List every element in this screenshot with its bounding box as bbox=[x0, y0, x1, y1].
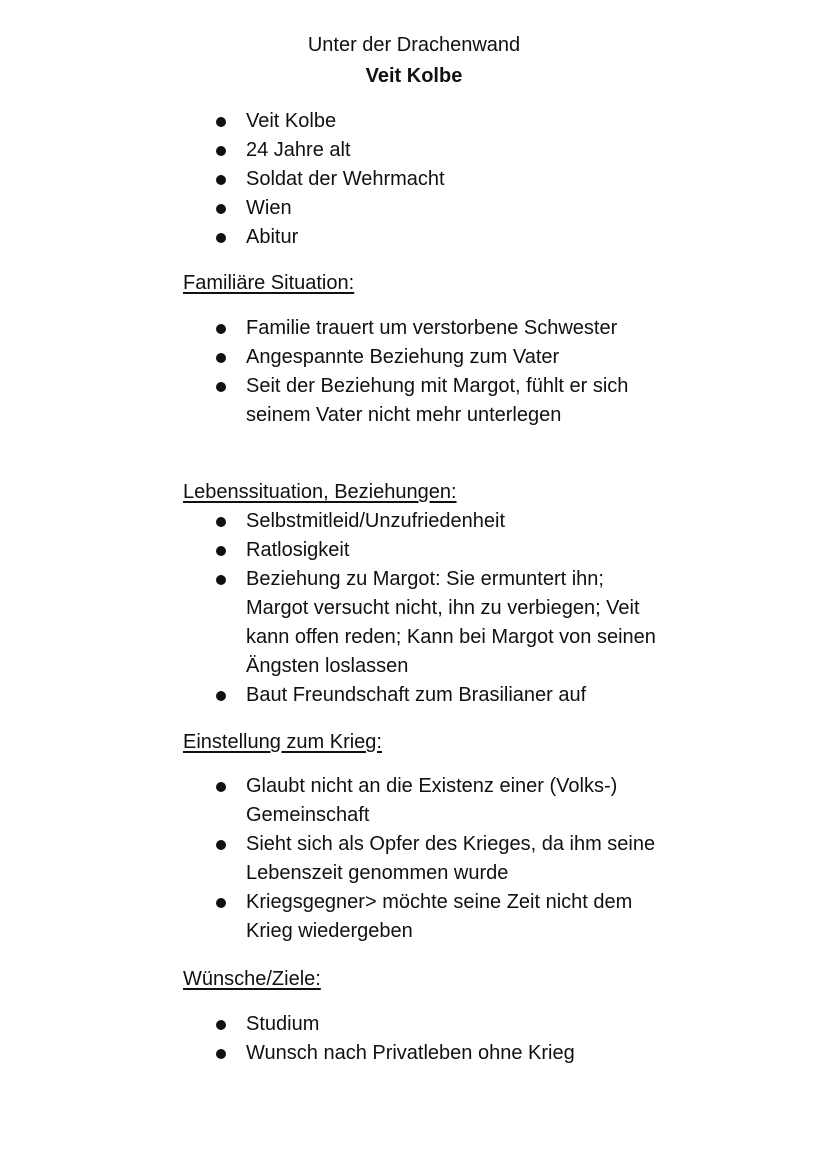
bullet-icon bbox=[216, 782, 226, 792]
section-list-krieg bbox=[0, 772, 656, 946]
bullet-icon bbox=[216, 353, 226, 363]
list-item: Seit der Beziehung mit Margot, fühlt er sich seinem Vater nicht mehr unterlegen bbox=[0, 372, 656, 430]
bullet-icon bbox=[216, 840, 226, 850]
section-heading-lebenssituation: Lebenssituation, Beziehungen: bbox=[183, 481, 457, 503]
list-item: Angespannte Beziehung zum Vater bbox=[0, 343, 656, 372]
section-list-wuensche bbox=[0, 1010, 656, 1068]
list-item: 24 Jahre alt bbox=[0, 136, 656, 165]
section-heading-familie: Familiäre Situation: bbox=[183, 272, 355, 294]
list-item: Glaubt nicht an die Existenz einer (Volks-) Gemeinschaft bbox=[0, 772, 656, 830]
bullet-icon bbox=[216, 575, 226, 585]
bullet-icon bbox=[216, 1020, 226, 1030]
bullet-icon bbox=[216, 324, 226, 334]
bullet-icon bbox=[216, 175, 226, 185]
list-item: Ratlosigkeit bbox=[0, 536, 656, 565]
section-heading-krieg: Einstellung zum Krieg: bbox=[183, 731, 382, 753]
bullet-icon bbox=[216, 546, 226, 556]
list-item: Wien bbox=[0, 194, 656, 223]
document-title: Unter der Drachenwand bbox=[307, 34, 521, 56]
bullet-icon bbox=[216, 382, 226, 392]
list-item: Sieht sich als Opfer des Krieges, da ihm seine Lebenszeit genommen wurde bbox=[0, 830, 656, 888]
list-item: Veit Kolbe bbox=[0, 107, 656, 136]
list-item: Baut Freundschaft zum Brasilianer auf bbox=[0, 681, 656, 710]
list-item: Wunsch nach Privatleben ohne Krieg bbox=[0, 1039, 656, 1068]
list-item: Kriegsgegner> möchte seine Zeit nicht dem Krieg wiedergeben bbox=[0, 888, 656, 946]
bullet-icon bbox=[216, 233, 226, 243]
list-item: Soldat der Wehrmacht bbox=[0, 165, 656, 194]
bullet-icon bbox=[216, 691, 226, 701]
section-list-lebenssituation bbox=[0, 507, 656, 710]
bullet-icon bbox=[216, 204, 226, 214]
list-item: Beziehung zu Margot: Sie ermuntert ihn; Margot versucht nicht, ihn zu verbiegen; Veit kann offen reden; Kann bei Margot von seinen Ängsten loslassen bbox=[0, 565, 656, 681]
list-item: Studium bbox=[0, 1010, 656, 1039]
bullet-icon bbox=[216, 1049, 226, 1059]
bullet-icon bbox=[216, 517, 226, 527]
intro-list bbox=[0, 107, 656, 252]
list-item: Familie trauert um verstorbene Schwester bbox=[0, 314, 656, 343]
bullet-icon bbox=[216, 117, 226, 127]
list-item: Selbstmitleid/Unzufriedenheit bbox=[0, 507, 656, 536]
section-heading-wuensche: Wünsche/Ziele: bbox=[183, 968, 321, 990]
list-item: Abitur bbox=[0, 223, 656, 252]
bullet-icon bbox=[216, 898, 226, 908]
section-list-familie bbox=[0, 314, 656, 430]
bullet-icon bbox=[216, 146, 226, 156]
document-subtitle: Veit Kolbe bbox=[365, 65, 463, 87]
